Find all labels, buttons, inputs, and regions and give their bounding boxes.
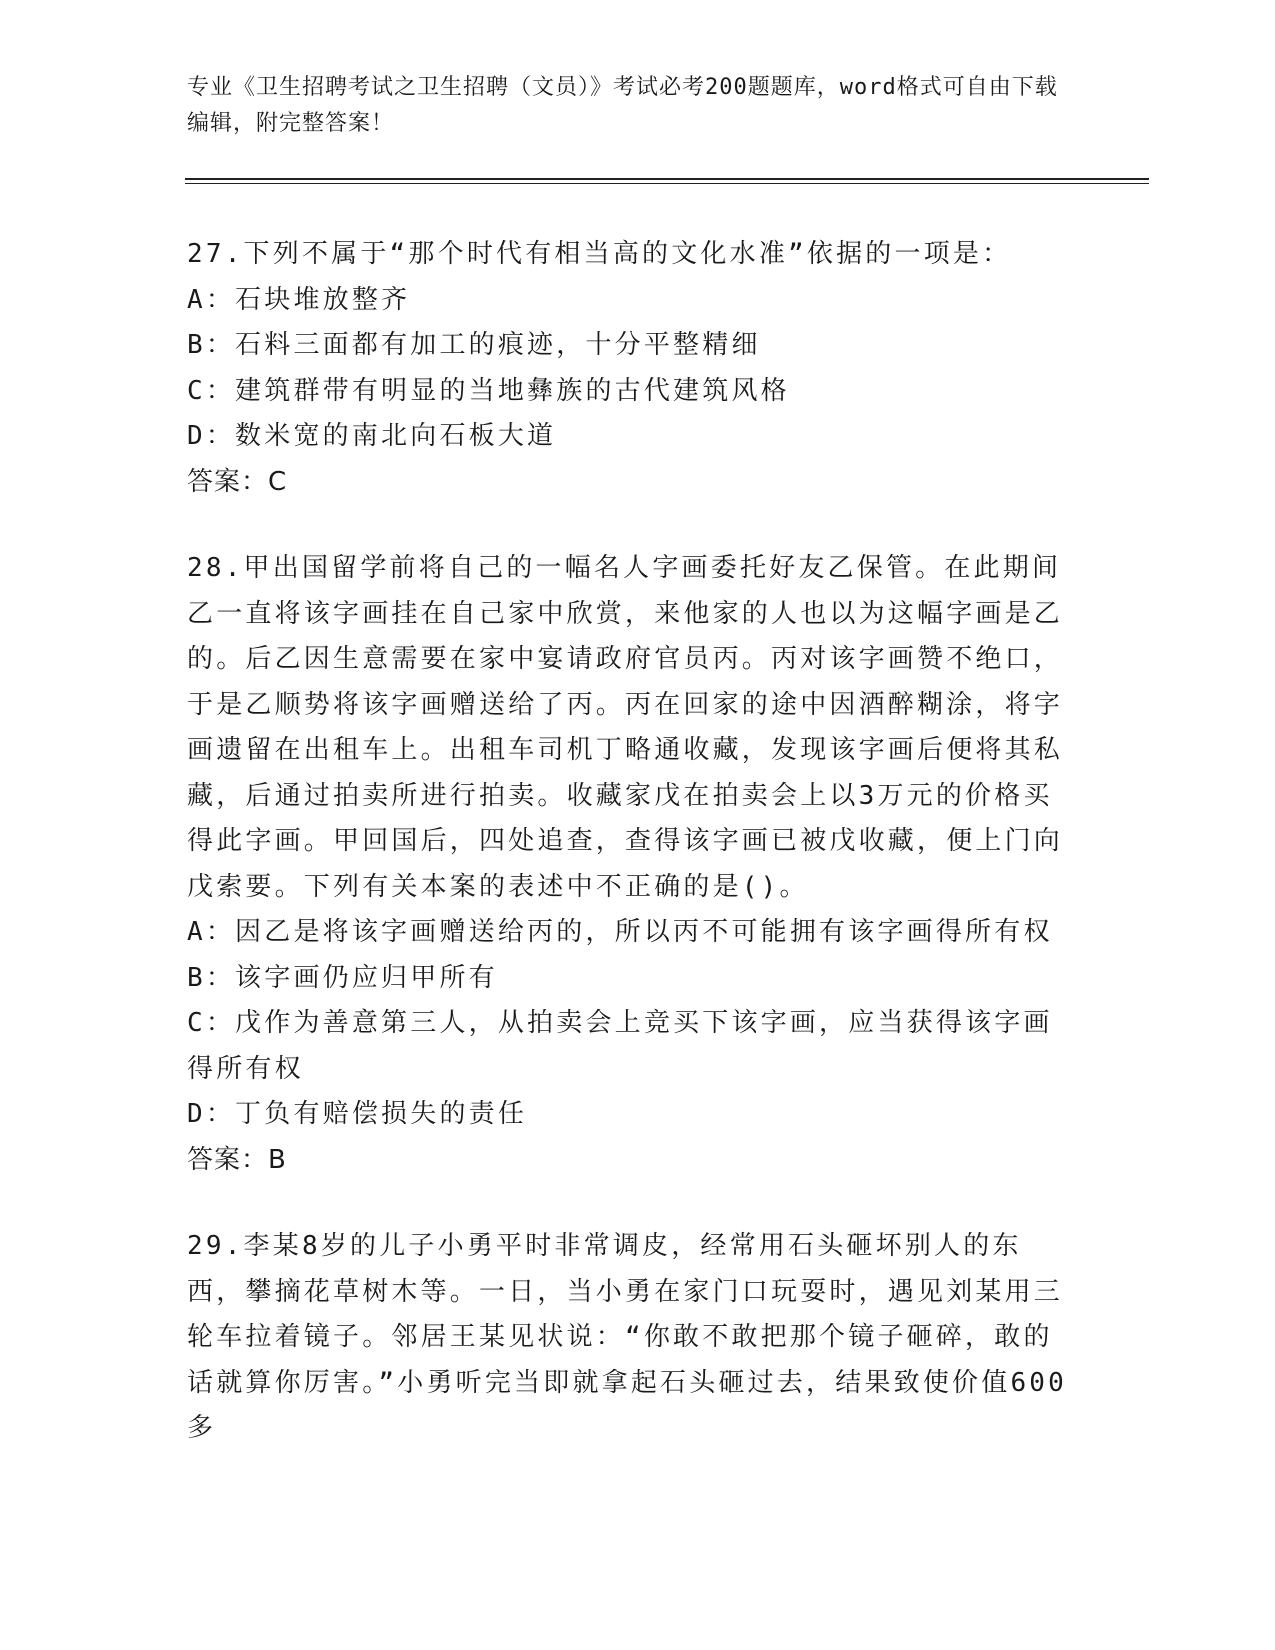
question-stem: 29.李某8岁的儿子小勇平时非常调皮，经常用石头砸坏别人的东西，攀摘花草树木等。一日，当小勇在家门口玩耍时，遇见刘某用三轮车拉着镜子。邻居王某见状说：“你敢不敢把那个镜子砸碎，敢的话就算你厉害。”小勇听完当即就拿起石头砸过去，结果致使价值600多	[187, 1231, 1068, 1443]
option-c: C：建筑群带有明显的当地彝族的古代建筑风格	[187, 375, 790, 406]
option-d: D：丁负有赔偿损失的责任	[187, 1099, 528, 1129]
header-divider-thick	[185, 178, 1149, 180]
header-divider-thin	[185, 183, 1149, 184]
option-d: D：数米宽的南北向石板大道	[187, 421, 557, 451]
question-stem: 27.下列不属于“那个时代有相当高的文化水准”依据的一项是：	[187, 239, 1012, 269]
questions-list	[187, 232, 1077, 1493]
question-28	[187, 546, 1077, 1183]
header-text: 专业《卫生招聘考试之卫生招聘（文员）》考试必考200题题库，word格式可自由下载编辑，附完整答案！	[187, 75, 1058, 136]
answer-line: 答案：B	[187, 1144, 287, 1175]
option-b: B：该字画仍应归甲所有	[187, 962, 498, 993]
option-c: C：戊作为善意第三人，从拍卖会上竞买下该字画，应当获得该字画得所有权	[187, 1008, 1053, 1084]
option-a: A：石块堆放整齐	[187, 284, 411, 315]
document-header	[187, 70, 1067, 142]
question-29	[187, 1224, 1077, 1452]
question-stem: 28.甲出国留学前将自己的一幅名人字画委托好友乙保管。在此期间乙一直将该字画挂在自己家中欣赏，来他家的人也以为这幅字画是乙的。后乙因生意需要在家中宴请政府官员丙。丙对该字画赞不绝口，于是乙顺势将该字画赠送给了丙。丙在回家的途中因酒醉糊涂，将字画遗留在出租车上。出租车司机丁略通收藏，发现该字画后便将其私藏，后通过拍卖所进行拍卖。收藏家戊在拍卖会上以3万元的价格买得此字画。甲回国后，四处追查，查得该字画已被戊收藏，便上门向戊索要。下列有关本案的表述中不正确的是()。	[187, 553, 1064, 902]
answer-line: 答案：C	[187, 466, 288, 497]
option-b: B：石料三面都有加工的痕迹，十分平整精细	[187, 330, 761, 360]
question-27	[187, 232, 1077, 505]
option-a: A：因乙是将该字画赠送给丙的，所以丙不可能拥有该字画得所有权	[187, 917, 1053, 947]
